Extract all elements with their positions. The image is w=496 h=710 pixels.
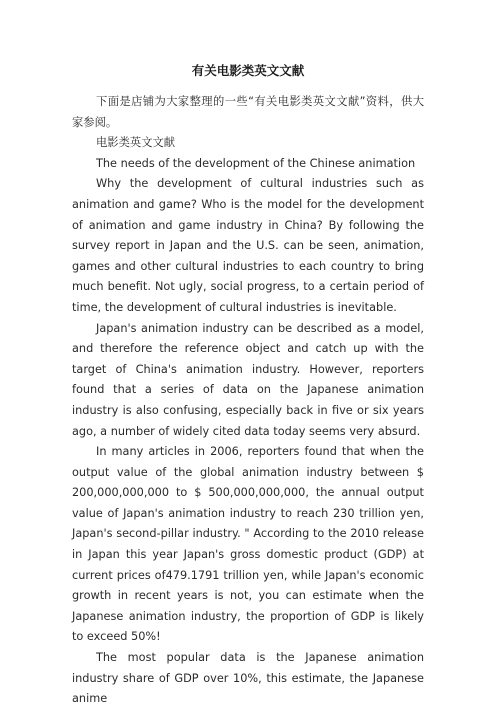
document-title: 有关电影类英文文献: [191, 63, 305, 78]
article-title: The needs of the development of the Chinese animation: [96, 156, 416, 170]
body-paragraph: Why the development of cultural industries such as animation and game? Who is the model for the development of animation and game industry in China? By following the survey report in Japan and the U.S. can be seen, animation, games and other cultural industries to each country to bring much benefit. Not ugly, social progress, to a certain period of time, the development of cultural industries is inevitable.: [72, 177, 424, 314]
body-paragraph: In many articles in 2006, reporters found that when the output value of the global animation industry between $ 200,000,000,000 to $ 500,000,000,000, the annual output value of Japan's animation industry to reach 230 trillion yen, Japan's second-pillar industry. " According to the 2010 release in Japan this year Japan's gross domestic product (GDP) at current prices of479.1791 trillion yen, while Japan's economic growth in recent years is not, you can estimate when the Japanese animation industry, the proportion of GDP is likely to exceed 50%!: [72, 445, 424, 644]
intro-paragraph: 下面是店铺为大家整理的一些“有关电影类英文文献”资料，供大家参阅。: [72, 95, 424, 129]
section-label: 电影类英文文献: [96, 136, 176, 150]
body-paragraph: The most popular data is the Japanese animation industry share of GDP over 10%, this estimate, the Japanese anime: [72, 651, 424, 706]
body-paragraph: Japan's animation industry can be described as a model, and therefore the reference object and catch up with the target of China's animation industry. However, reporters found that a series of data on the Japanese animation industry is also confusing, especially back in five or six years ago, a number of widely cited data today seems very absurd.: [72, 321, 424, 438]
